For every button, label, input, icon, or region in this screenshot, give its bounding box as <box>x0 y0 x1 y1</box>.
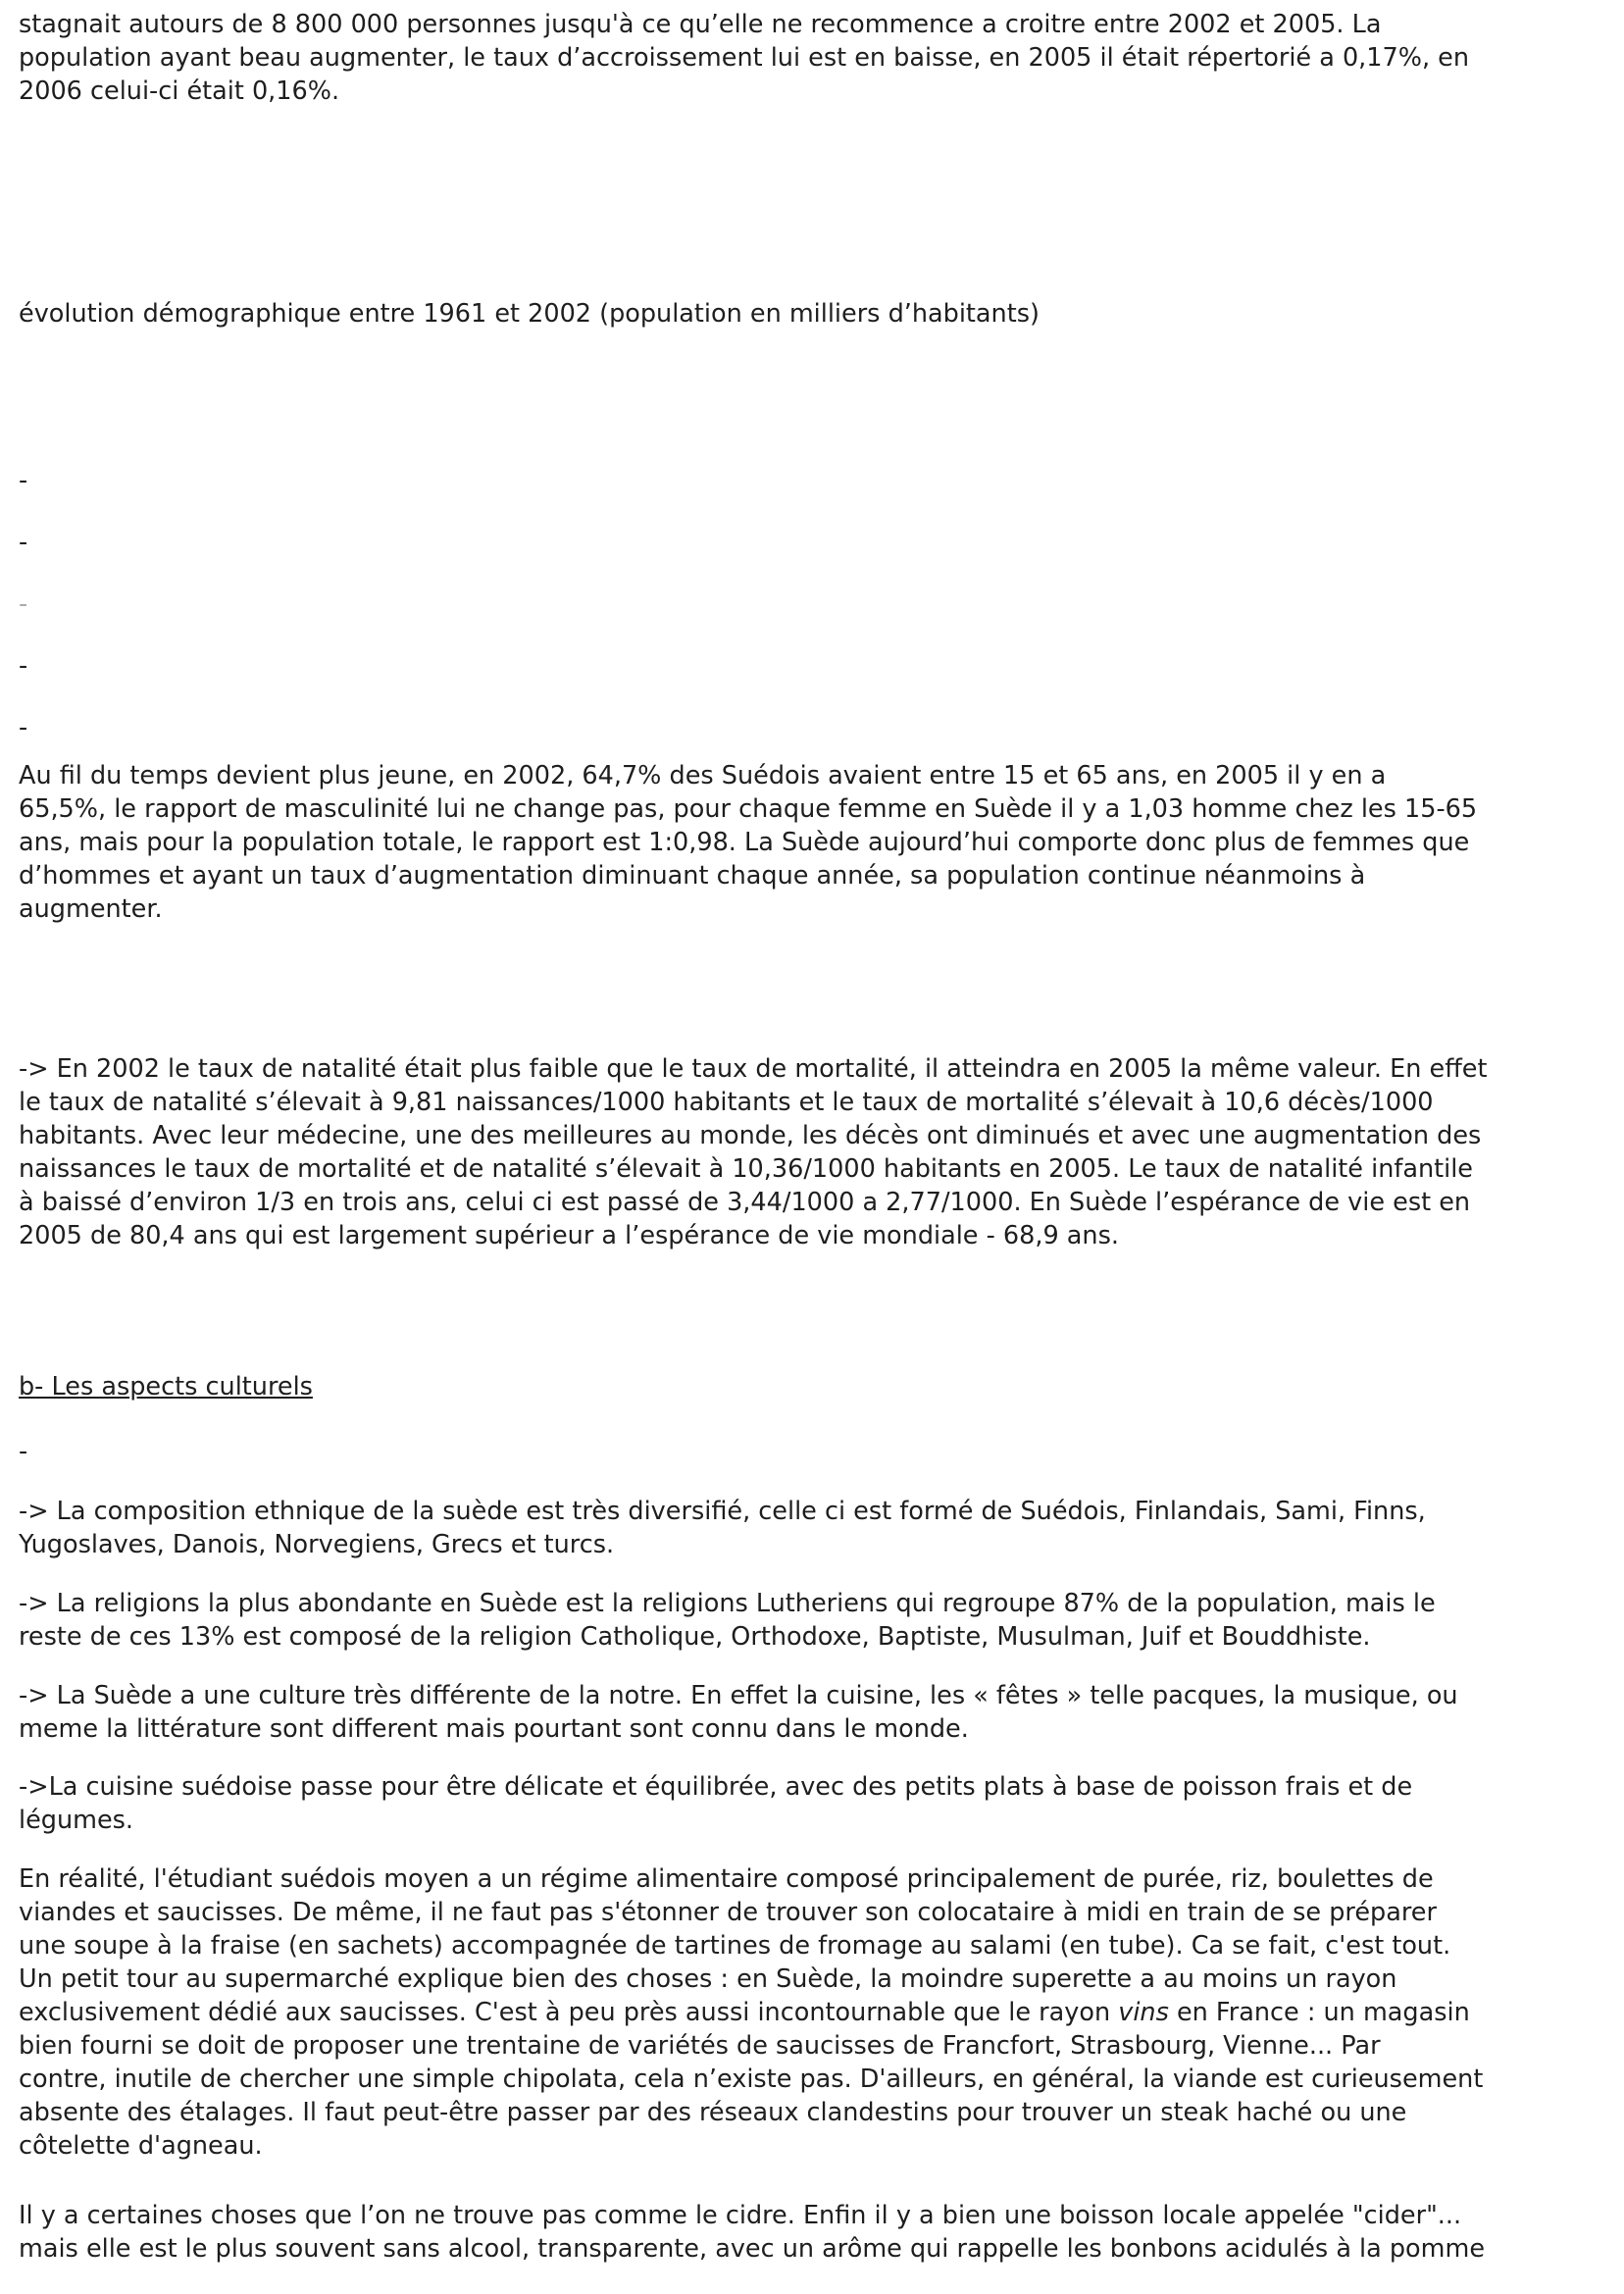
text-line: Il y a certaines choses que l’on ne trouve pas comme le cidre. Enfin il y a bien une boisson locale appelée "cider"... <box>19 2201 1462 2230</box>
natality-paragraph <box>19 1052 1487 1252</box>
text-line-with-italic <box>19 1996 1483 2029</box>
dash-item: - <box>19 466 28 495</box>
text-line: absente des étalages. Il faut peut-être passer par des réseaux clandestins pour trouver un steak haché ou une <box>19 2098 1407 2127</box>
text-line: Yugoslaves, Danois, Norvegiens, Grecs et turcs. <box>19 1530 615 1559</box>
text-segment: en France : un magasin <box>1168 1998 1470 2027</box>
text-line: -> La Suède a une culture très différente de la notre. En effet la cuisine, les « fêtes » telle pacques, la musique, ou <box>19 1681 1458 1710</box>
section-dash: - <box>19 1437 28 1466</box>
dash-list <box>19 464 27 744</box>
text-line: -> En 2002 le taux de natalité était plus faible que le taux de mortalité, il atteindra en 2005 la même valeur. En effet <box>19 1054 1488 1084</box>
text-line: -> La religions la plus abondante en Suède est la religions Lutheriens qui regroupe 87% de la population, mais le <box>19 1589 1436 1618</box>
chart-caption: évolution démographique entre 1961 et 2002 (population en milliers d’habitants) <box>19 299 1040 329</box>
text-line: une soupe à la fraise (en sachets) accompagnée de tartines de fromage au salami (en tube). Ca se fait, c'est tout. <box>19 1931 1451 1961</box>
text-line: stagnait autours de 8 800 000 personnes jusqu'à ce qu’elle ne recommence a croitre entre 2002 et 2005. La <box>19 10 1382 39</box>
text-line: le taux de natalité s’élevait à 9,81 naissances/1000 habitants et le taux de mortalité s’élevait à 10,6 décès/1000 <box>19 1088 1434 1117</box>
culture-paragraph <box>19 1679 1458 1746</box>
text-line: côtelette d'agneau. <box>19 2131 263 2161</box>
text-line: -> La composition ethnique de la suède est très diversifié, celle ci est formé de Suédois, Finlandais, Sami, Finns, <box>19 1497 1426 1526</box>
text-line: contre, inutile de chercher une simple chipolata, cela n’existe pas. D'ailleurs, en général, la viande est curieusement <box>19 2065 1484 2094</box>
text-line: habitants. Avec leur médecine, une des meilleures au monde, les décès ont diminués et avec une augmentation des <box>19 1121 1482 1150</box>
text-line: 2006 celui-ci était 0,16%. <box>19 76 340 106</box>
text-line: Un petit tour au supermarché explique bien des choses : en Suède, la moindre superette a au moins un rayon <box>19 1964 1397 1994</box>
dash-item: - <box>19 713 28 742</box>
text-line: viandes et saucisses. De même, il ne faut pas s'étonner de trouver son colocataire à midi en train de se préparer <box>19 1898 1437 1927</box>
text-line: mais elle est le plus souvent sans alcool, transparente, avec un arôme qui rappelle les bonbons acidulés à la pomme <box>19 2234 1486 2264</box>
dash-item: - <box>19 651 28 681</box>
text-segment: exclusivement dédié aux saucisses. C'est à peu près aussi incontournable que le rayon <box>19 1998 1119 2027</box>
age-paragraph <box>19 759 1477 926</box>
text-line: 2005 de 80,4 ans qui est largement supérieur a l’espérance de vie mondiale - 68,9 ans. <box>19 1221 1119 1250</box>
text-line: légumes. <box>19 1806 134 1835</box>
section-heading: b- Les aspects culturels <box>19 1372 313 1402</box>
text-line: En réalité, l'étudiant suédois moyen a un régime alimentaire composé principalement de purée, riz, boulettes de <box>19 1864 1434 1894</box>
text-line: d’hommes et ayant un taux d’augmentation diminuant chaque année, sa population continue néanmoins à <box>19 861 1366 891</box>
cider-paragraph <box>19 2199 1485 2266</box>
text-line: ans, mais pour la population totale, le rapport est 1:0,98. La Suède aujourd’hui comporte donc plus de femmes que <box>19 828 1470 857</box>
text-line: à baissé d’environ 1/3 en trois ans, celui ci est passé de 3,44/1000 a 2,77/1000. En Suède l’espérance de vie est en <box>19 1188 1471 1217</box>
reality-paragraph <box>19 1862 1483 2163</box>
italic-word: vins <box>1118 1998 1169 2027</box>
text-line: ->La cuisine suédoise passe pour être délicate et équilibrée, avec des petits plats à base de poisson frais et de <box>19 1772 1413 1802</box>
dash-item: - <box>19 528 28 557</box>
text-line: reste de ces 13% est composé de la religion Catholique, Orthodoxe, Baptiste, Musulman, Juif et Bouddhiste. <box>19 1622 1371 1652</box>
text-line: naissances le taux de mortalité et de natalité s’élevait à 10,36/1000 habitants en 2005. Le taux de natalité infantile <box>19 1154 1473 1184</box>
religion-paragraph <box>19 1587 1436 1654</box>
text-line: 65,5%, le rapport de masculinité lui ne change pas, pour chaque femme en Suède il y a 1,03 homme chez les 15-65 <box>19 794 1478 824</box>
ethnic-paragraph <box>19 1495 1426 1561</box>
cuisine-paragraph <box>19 1770 1412 1837</box>
dash-item: - <box>19 589 28 619</box>
text-line: bien fourni se doit de proposer une trentaine de variétés de saucisses de Francfort, Strasbourg, Vienne... Par <box>19 2031 1381 2061</box>
text-line: Au fil du temps devient plus jeune, en 2002, 64,7% des Suédois avaient entre 15 et 65 ans, en 2005 il y en a <box>19 761 1387 790</box>
text-line: meme la littérature sont different mais pourtant sont connu dans le monde. <box>19 1714 969 1744</box>
text-line: population ayant beau augmenter, le taux d’accroissement lui est en baisse, en 2005 il était répertorié a 0,17%, en <box>19 43 1470 73</box>
intro-paragraph <box>19 8 1469 108</box>
text-line: augmenter. <box>19 894 163 924</box>
